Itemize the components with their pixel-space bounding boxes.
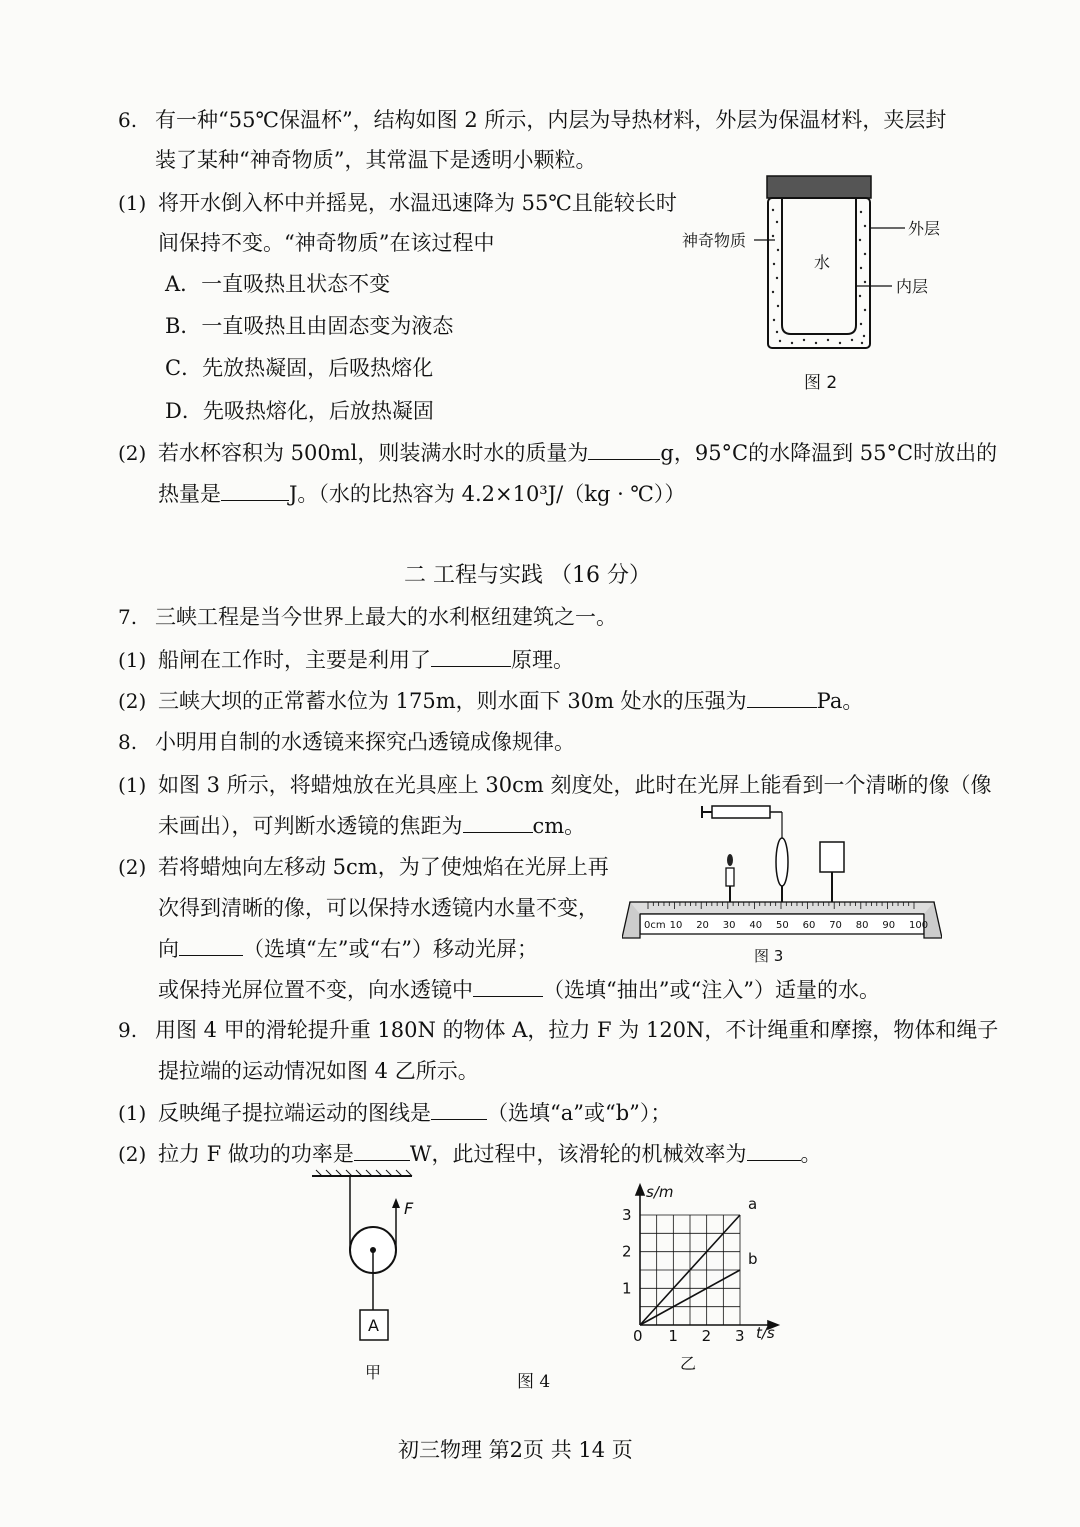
q6-option-a: A．一直吸热且状态不变 (165, 272, 391, 296)
q6-part1-number: (1) (118, 191, 147, 215)
q9-line-choice-blank[interactable] (431, 1101, 487, 1120)
q8-part2-number: (2) (118, 855, 147, 879)
cup-outer-wall (768, 198, 870, 348)
q9-part1-text-a: 反映绳子提拉端运动的图线是 (158, 1101, 431, 1125)
q6-option-c: C．先放热凝固，后吸热熔化 (165, 356, 434, 380)
water-lens (776, 838, 788, 886)
q6-part2-text-c: 热量是 (158, 482, 221, 506)
q6-part2-text-a: 若水杯容积为 500ml，则装满水时水的质量为 (158, 441, 589, 465)
q8-stem: 小明用自制的水透镜来探究凸透镜成像规律。 (155, 730, 575, 754)
q8-water-blank[interactable] (473, 978, 543, 997)
x-tick-label: 2 (701, 1327, 712, 1345)
ruler-label: 40 (749, 920, 763, 931)
q6-part1-line1: 将开水倒入杯中并摇晃，水温迅速降为 55℃且能较长时 (158, 191, 677, 215)
label-magic-substance: 神奇物质 (682, 231, 747, 250)
q6-part1-line2: 间保持不变。“神奇物质”在该过程中 (158, 231, 495, 255)
cup-diagram (670, 170, 950, 400)
cup-lid (767, 176, 871, 198)
q6-option-b: B．一直吸热且由固态变为液态 (165, 314, 454, 338)
q8-part2-line1: 若将蜡烛向左移动 5cm，为了使烛焰在光屏上再 (158, 855, 609, 879)
series-label-a: a (748, 1195, 758, 1213)
q8-part2-line2: 次得到清晰的像，可以保持水透镜内水量不变， (158, 896, 599, 920)
q9-stem-line2: 提拉端的运动情况如图 4 乙所示。 (158, 1059, 479, 1083)
q9-part1-line (158, 1099, 671, 1127)
q9-number: 9. (118, 1018, 138, 1042)
q8-part1-line2 (158, 812, 585, 840)
label-inner-layer: 内层 (896, 277, 929, 296)
y-tick-label: 3 (622, 1206, 632, 1224)
figure4-caption: 图 4 (517, 1372, 551, 1392)
q9-part2-text-c: 。 (800, 1142, 822, 1166)
q9-stem-line1: 用图 4 甲的滑轮提升重 180N 的物体 A，拉力 F 为 120N，不计绳重和摩擦，物体和绳子 (155, 1018, 999, 1042)
ruler-label: 100 (909, 920, 929, 931)
ruler-label: 30 (722, 920, 736, 931)
q8-part2-text-a: 向 (158, 937, 179, 961)
x-tick-label: 1 (668, 1327, 678, 1345)
x-tick-label: 0 (633, 1327, 643, 1345)
q9-power-blank[interactable] (354, 1142, 410, 1161)
q7-part2-text-b: Pa。 (816, 689, 864, 713)
block-a-label: A (368, 1316, 379, 1335)
bench-rail (630, 902, 934, 914)
q8-number: 8. (118, 730, 138, 754)
figure3-caption: 图 3 (754, 947, 784, 965)
q7-part1-text-b: 原理。 (511, 648, 574, 672)
ruler-label: 20 (696, 920, 709, 931)
y-tick-label: 1 (622, 1279, 632, 1298)
q6-number: 6. (118, 108, 138, 132)
q8-part2-text-c: 或保持光屏位置不变，向水透镜中 (158, 978, 473, 1002)
y-tick-label: 2 (622, 1242, 632, 1261)
q8-part1-text-b: cm。 (532, 814, 586, 838)
q6-option-d: D．先吸热熔化，后放热凝固 (165, 399, 434, 423)
q8-part2-line4 (158, 976, 880, 1004)
q9-part1-number: (1) (118, 1101, 147, 1125)
q6-part2-text-d: J。（水的比热容为 4.2×10³J/（kg · ℃）） (289, 482, 686, 506)
q7-principle-blank[interactable] (431, 648, 511, 667)
q7-part2-number: (2) (118, 689, 147, 713)
q6-part2-text-b: g，95°C的水降温到 55°C时放出的 (660, 441, 998, 465)
q7-number: 7. (118, 605, 138, 629)
q9-efficiency-blank[interactable] (747, 1142, 801, 1161)
q9-part2-number: (2) (118, 1142, 147, 1166)
q9-part1-text-b: （选填“a”或“b”）； (487, 1101, 672, 1125)
light-screen (820, 842, 844, 872)
q7-stem: 三峡工程是当今世界上最大的水利枢纽建筑之一。 (155, 605, 617, 629)
force-label: F (404, 1199, 414, 1218)
q8-part1-line1: 如图 3 所示，将蜡烛放在光具座上 30cm 刻度处，此时在光屏上能看到一个清晰的像（像 (158, 773, 992, 797)
q7-part1-number: (1) (118, 648, 147, 672)
q7-part2-line (158, 687, 863, 715)
series-label-b: b (748, 1250, 758, 1268)
figure2-caption: 图 2 (804, 373, 838, 393)
q7-part1-text-a: 船闸在工作时，主要是利用了 (158, 648, 431, 672)
q8-direction-blank[interactable] (179, 937, 243, 956)
magic-substance-particles (772, 209, 866, 344)
q9-part2-line (158, 1140, 822, 1168)
ruler-label: 90 (882, 920, 896, 931)
label-water: 水 (814, 253, 831, 272)
chart-y-label: s/m (646, 1183, 674, 1201)
x-tick-label: 3 (735, 1327, 745, 1345)
q7-pressure-blank[interactable] (747, 689, 817, 708)
q8-part1-number: (1) (118, 773, 147, 797)
candle (726, 868, 734, 886)
ruler-label: 10 (669, 920, 683, 931)
ruler-label: 50 (776, 920, 789, 931)
q6-stem-line2: 装了某种“神奇物质”，其常温下是透明小颗粒。 (155, 148, 597, 172)
q6-part2-number: (2) (118, 441, 147, 465)
pulley-diagram (300, 1168, 440, 1388)
force-arrow (392, 1198, 400, 1208)
label-outer-layer: 外层 (908, 219, 941, 238)
ruler-label: 80 (855, 920, 869, 931)
q8-part1-text-a: 未画出），可判断水透镜的焦距为 (158, 814, 463, 838)
syringe (712, 806, 770, 818)
chart-x-label: t/s (756, 1324, 775, 1342)
ruler-label: 0cm (644, 920, 666, 931)
candle-flame (727, 854, 733, 866)
q6-heat-blank[interactable] (221, 482, 289, 501)
q6-part2-line2 (158, 480, 685, 508)
q7-part2-text-a: 三峡大坝的正常蓄水位为 175m，则水面下 30m 处水的压强为 (158, 689, 747, 713)
section2-title: 二 工程与实践 （16 分） (404, 563, 651, 588)
ruler-label: 60 (802, 920, 816, 931)
q8-part2-text-b: （选填“左”或“右”）移动光屏； (243, 937, 538, 961)
q8-part2-line3 (158, 935, 538, 963)
page-footer: 初三物理 第2页 共 14 页 (398, 1438, 633, 1462)
q6-mass-blank[interactable] (588, 441, 660, 460)
q6-part2-line1 (158, 439, 997, 467)
q6-stem-line1: 有一种“55℃保温杯”，结构如图 2 所示，内层为导热材料，外层为保温材料，夹层封 (155, 108, 947, 132)
q8-focal-length-blank[interactable] (463, 814, 533, 833)
q8-part2-text-d: （选填“抽出”或“注入”）适量的水。 (543, 978, 880, 1002)
figure4-left-caption: 甲 (365, 1363, 382, 1382)
figure4-right-caption: 乙 (680, 1354, 697, 1373)
q9-part2-text-a: 拉力 F 做功的功率是 (158, 1142, 354, 1166)
ruler-label: 70 (829, 920, 842, 931)
q9-part2-text-b: W，此过程中，该滑轮的机械效率为 (409, 1142, 747, 1166)
y-axis-arrow (636, 1185, 644, 1195)
q7-part1-line (158, 646, 574, 674)
optical-bench-diagram (622, 798, 942, 968)
s-t-chart (610, 1175, 800, 1375)
